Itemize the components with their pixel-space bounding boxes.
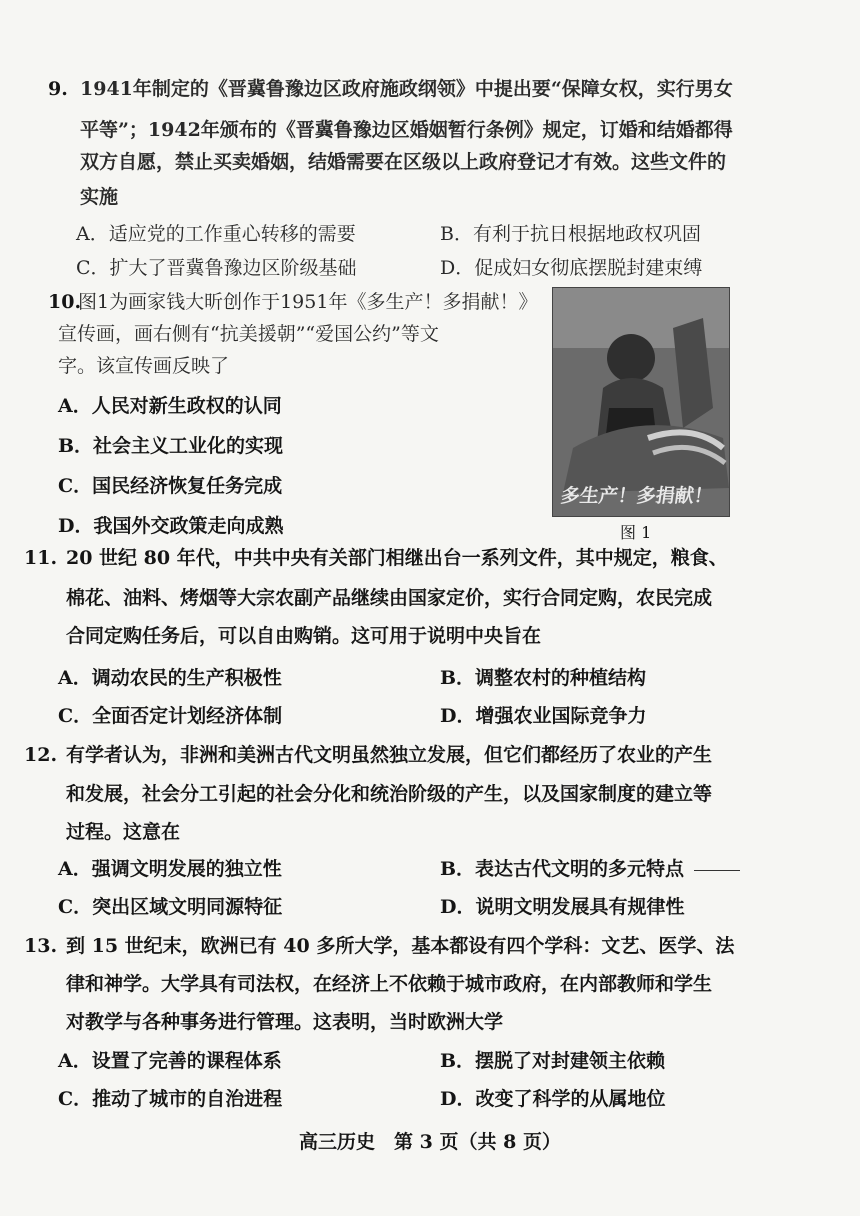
- option-d[interactable]: D．我国外交政策走向成熟: [58, 515, 284, 537]
- question-stem-line: 对教学与各种事务进行管理。这表明，当时欧洲大学: [66, 1011, 504, 1033]
- question-stem-line: 有学者认为，非洲和美洲古代文明虽然独立发展，但它们都经历了农业的产生: [66, 744, 713, 766]
- poster-caption: 多生产！多捐献！: [559, 485, 715, 507]
- option-c[interactable]: C．全面否定计划经济体制: [58, 705, 283, 727]
- option-b[interactable]: B．社会主义工业化的实现: [58, 435, 284, 457]
- option-d[interactable]: D．增强农业国际竞争力: [440, 705, 647, 727]
- option-b[interactable]: B．摆脱了对封建领主依赖: [440, 1050, 666, 1072]
- question-number: 9.: [48, 78, 68, 100]
- option-d[interactable]: D．促成妇女彻底摆脱封建束缚: [440, 257, 703, 279]
- figure-label: 图 1: [620, 523, 652, 542]
- option-a[interactable]: A．强调文明发展的独立性: [58, 858, 282, 880]
- option-c[interactable]: C．扩大了晋冀鲁豫边区阶级基础: [76, 257, 357, 279]
- question-stem-line: 实施: [80, 186, 119, 208]
- option-b[interactable]: [440, 857, 740, 881]
- question-number: 11.: [24, 547, 58, 569]
- question-stem-line: 合同定购任务后，可以自由购销。这可用于说明中央旨在: [66, 625, 542, 647]
- option-a[interactable]: A．设置了完善的课程体系: [58, 1050, 282, 1072]
- option-b[interactable]: B．有利于抗日根据地政权巩固: [440, 223, 701, 245]
- option-d[interactable]: D．改变了科学的从属地位: [440, 1088, 666, 1110]
- option-c[interactable]: C．突出区域文明同源特征: [58, 896, 283, 918]
- question-stem-line: 和发展，社会分工引起的社会分化和统治阶级的产生，以及国家制度的建立等: [66, 783, 713, 805]
- question-stem-line: 到 15 世纪末，欧洲已有 40 多所大学，基本都设有四个学科：文艺、医学、法: [66, 935, 735, 957]
- option-d[interactable]: D．说明文明发展具有规律性: [440, 896, 685, 918]
- question-stem-line: 双方自愿，禁止买卖婚姻，结婚需要在区级以上政府登记才有效。这些文件的: [80, 151, 727, 173]
- question-number: 12.: [24, 744, 58, 766]
- question-stem-line: 字。该宣传画反映了: [58, 355, 230, 377]
- question-stem-line: 图1为画家钱大昕创作于1951年《多生产！多捐献！》: [78, 291, 538, 313]
- pencil-mark: [694, 870, 740, 871]
- question-stem-line: 棉花、油料、烤烟等大宗农副产品继续由国家定价，实行合同定购，农民完成: [66, 587, 713, 609]
- page-footer: 高三历史 第 3 页（共 8 页）: [299, 1131, 561, 1153]
- option-c[interactable]: C．推动了城市的自治进程: [58, 1088, 283, 1110]
- option-a[interactable]: A．人民对新生政权的认同: [58, 395, 282, 417]
- option-b[interactable]: B．调整农村的种植结构: [440, 667, 647, 689]
- option-c[interactable]: C．国民经济恢复任务完成: [58, 475, 283, 497]
- question-stem-line: 1941年制定的《晋冀鲁豫边区政府施政纲领》中提出要“保障女权，实行男女: [80, 78, 733, 100]
- question-stem-line: 宣传画，画右侧有“抗美援朝”“爱国公约”等文: [58, 323, 439, 345]
- question-number: 10.: [48, 291, 82, 313]
- question-stem-line: 20 世纪 80 年代，中共中央有关部门相继出台一系列文件，其中规定，粮食、: [66, 547, 728, 569]
- option-a[interactable]: A．适应党的工作重心转移的需要: [76, 223, 356, 245]
- option-a[interactable]: A．调动农民的生产积极性: [58, 667, 282, 689]
- question-stem-line: 平等”；1942年颁布的《晋冀鲁豫边区婚姻暂行条例》规定，订婚和结婚都得: [80, 119, 733, 141]
- question-number: 13.: [24, 935, 58, 957]
- question-stem-line: 过程。这意在: [66, 821, 181, 843]
- question-stem-line: 律和神学。大学具有司法权，在经济上不依赖于城市政府，在内部教师和学生: [66, 973, 713, 995]
- propaganda-poster-image: [552, 287, 730, 517]
- option-b-text: B．表达古代文明的多元特点: [440, 858, 685, 880]
